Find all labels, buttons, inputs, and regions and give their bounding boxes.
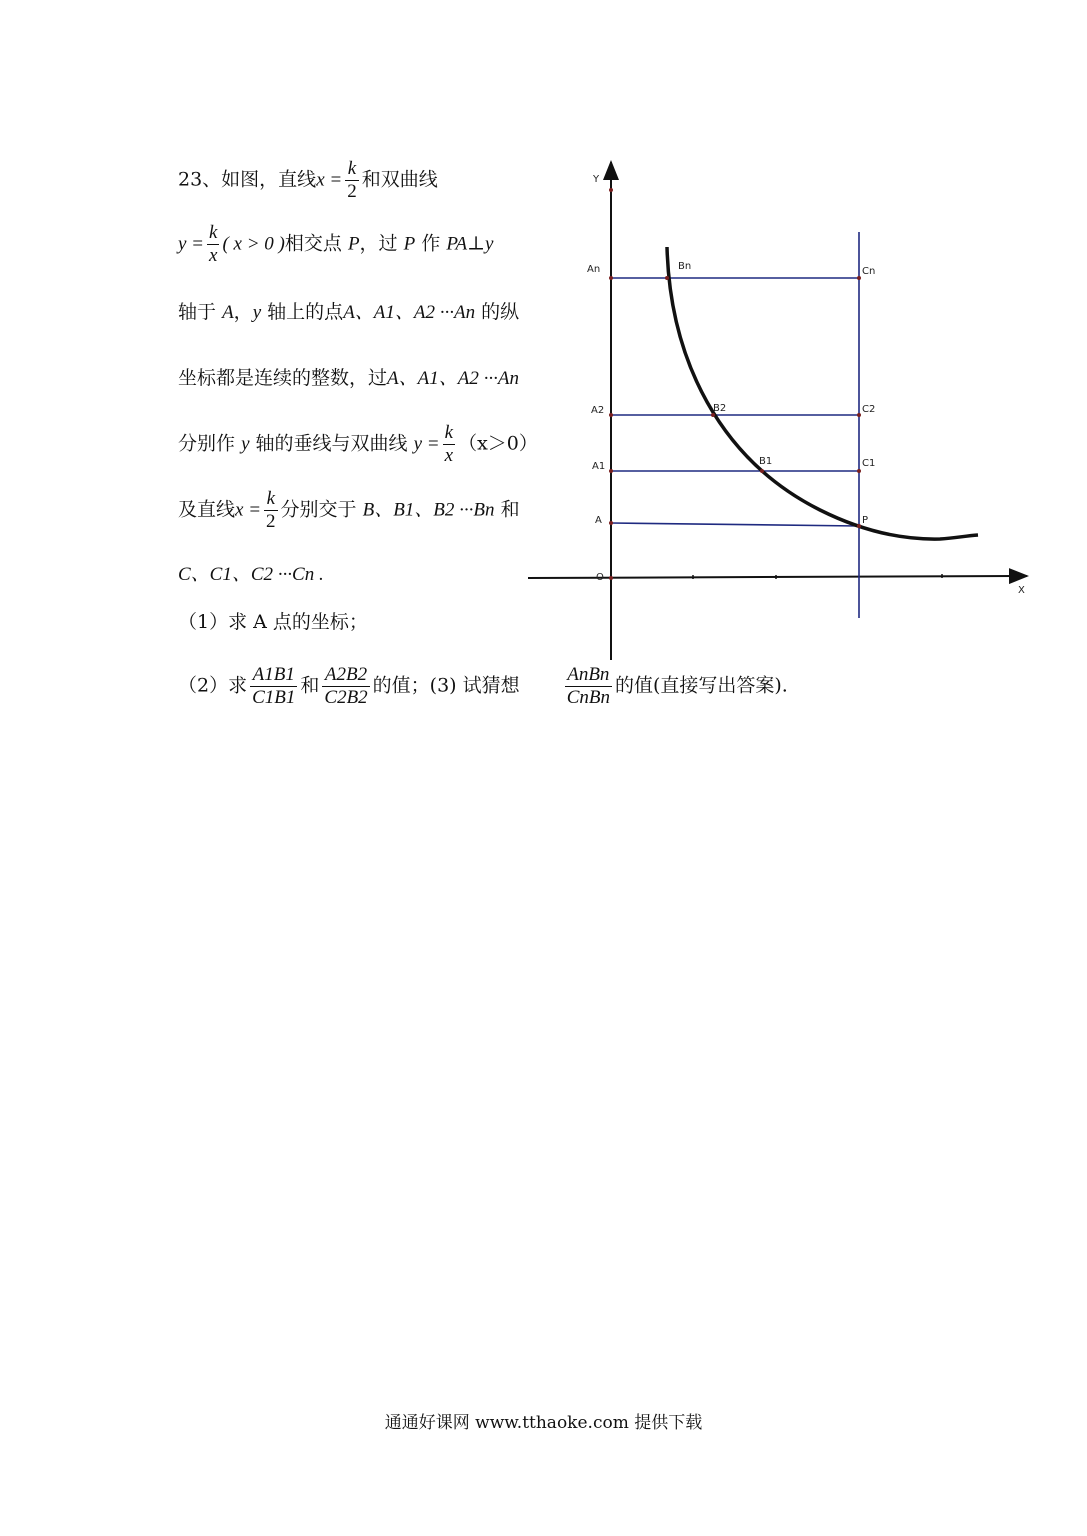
label-cn: Cn xyxy=(862,266,876,277)
problem-line-1: 23、如图，直线x = $\frac{k}{2}$ 和双曲线 xyxy=(178,158,438,202)
fraction-k-over-2: $\frac{k}{2}$ xyxy=(347,158,357,202)
y-axis-label: Y xyxy=(593,174,600,185)
point-c2 xyxy=(857,413,861,417)
question-2-3: （2）求 $\frac{A1B1}{C1B1}$ 和 $\frac{A2B2}{C2B2}$ 的值；(3) 试猜想 $\frac{\text{AnBn}}{\text{CnBn}}$ 的值(直接写出答案). xyxy=(178,664,788,708)
point-cn xyxy=(857,276,861,280)
fraction-a1b1-c1b1: $\frac{A1B1}{C1B1}$ xyxy=(252,664,296,708)
point-an xyxy=(609,276,613,280)
page-footer: 通通好课网 www.tthaoke.com 提供下载 xyxy=(384,1413,703,1433)
label-a1: A1 xyxy=(592,461,606,472)
point-a1 xyxy=(609,469,613,473)
label-c1: C1 xyxy=(862,458,876,469)
sequence-b: B、B1、B2 ···Bn xyxy=(362,499,495,521)
label-bn: Bn xyxy=(678,261,692,272)
y-axis-marker xyxy=(609,188,613,192)
problem-line-6: 及直线x = $\frac{k}{2}$ 分别交于 B、B1、B2 ···Bn 和 xyxy=(178,488,520,532)
problem-line-2: y = $\frac{k}{x}$ ( x > 0 )相交点 P，过 P 作 PA⊥y xyxy=(178,222,494,266)
label-an: An xyxy=(587,264,601,275)
sequence-a: A、A1、A2 ···An xyxy=(343,302,476,323)
problem-line-3: 轴于 A，y 轴上的点A、A1、A2 ···An 的纵 xyxy=(178,301,520,323)
fraction-k-over-2-b: $\frac{k}{2}$ xyxy=(266,488,276,532)
point-a xyxy=(609,521,613,525)
point-a2 xyxy=(609,413,613,417)
fraction-k-over-x: $\frac{k}{x}$ xyxy=(209,222,218,266)
problem-line-4: 坐标都是连续的整数，过A、A1、A2 ···An xyxy=(178,367,519,389)
point-bn xyxy=(665,276,669,280)
problem-number-text: 23、如图，直线 xyxy=(178,168,317,191)
point-c1 xyxy=(857,469,861,473)
fraction-a2b2-c2b2: $\frac{A2B2}{C2B2}$ xyxy=(324,664,368,708)
label-a: A xyxy=(595,515,602,526)
eq-x-lhs: x = xyxy=(316,169,343,191)
point-o xyxy=(609,576,613,580)
point-p xyxy=(857,524,861,528)
label-p: P xyxy=(862,515,869,526)
sequence-a-2: A、A1、A2 ···An xyxy=(387,368,519,389)
eq-y-lhs: y = xyxy=(178,233,205,255)
hyperbola-curve xyxy=(667,247,978,539)
point-b1 xyxy=(760,469,764,473)
label-c2: C2 xyxy=(862,404,876,415)
label-b1: B1 xyxy=(759,456,773,467)
point-markers xyxy=(609,188,861,580)
question-1: （1）求 A 点的坐标； xyxy=(178,611,368,633)
sequence-c: C、C1、C2 ···Cn . xyxy=(178,564,324,585)
problem-line-5: 分别作 y 轴的垂线与双曲线 y = $\frac{k}{x}$ （x＞0） xyxy=(178,422,538,466)
label-a2: A2 xyxy=(591,405,605,416)
label-b2: B2 xyxy=(713,403,727,414)
fraction-anbn-cnbn: $\frac{\text{AnBn}}{\text{CnBn}}$ xyxy=(566,664,610,708)
fraction-k-over-x-2: $\frac{k}{x}$ xyxy=(444,422,454,466)
x-axis-label: X xyxy=(1018,585,1025,596)
origin-label: O xyxy=(596,572,604,583)
line-a-p xyxy=(611,523,859,526)
